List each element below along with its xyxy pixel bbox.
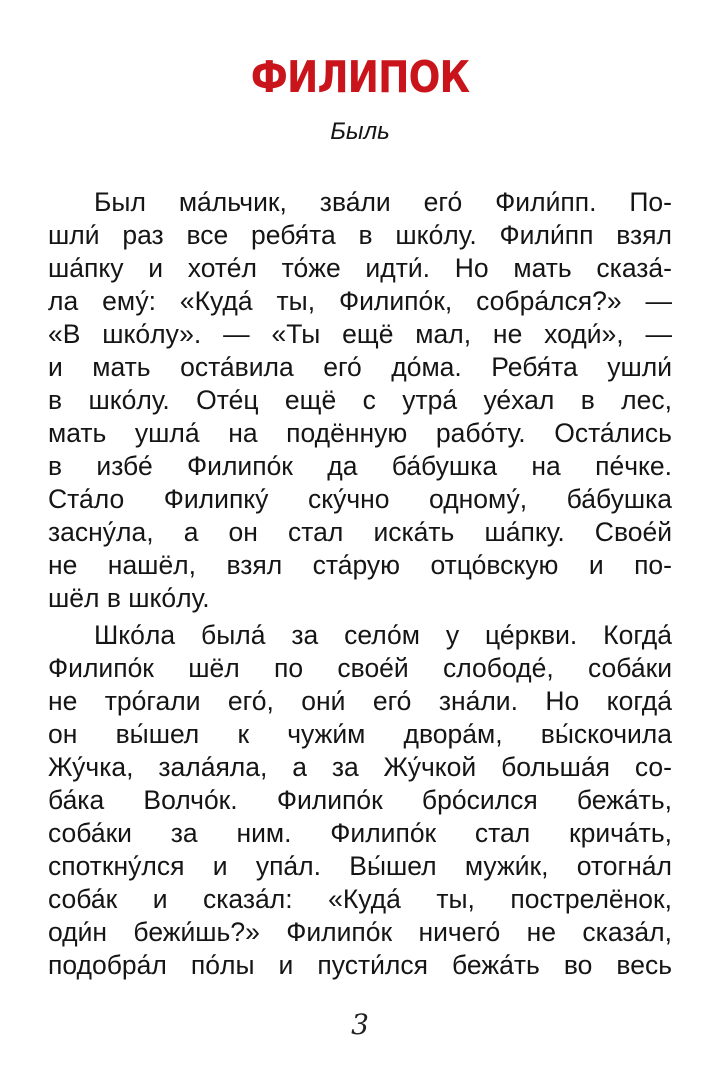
text-line: Шко́ла была́ за село́м у це́ркви. Когда́: [94, 620, 672, 650]
text-line: соба́к и сказа́л: «Куда́ ты, пострелёнок,: [48, 884, 672, 914]
text-line: он вы́шел к чужи́м двора́м, вы́скочила: [48, 719, 672, 749]
text-line: споткну́лся и упа́л. Вы́шел мужи́к, отогна́л: [48, 851, 672, 881]
text-line: Жу́чка, зала́яла, а за Жу́чкой больша́я со-: [48, 752, 672, 782]
text-line: в избе́ Филипо́к да ба́бушка на пе́чке.: [48, 451, 672, 481]
text-line: «В шко́лу». — «Ты ещё мал, не ходи́», —: [48, 319, 672, 349]
paragraph-1: [48, 186, 672, 615]
text-line: ба́ка Волчо́к. Филипо́к бро́сился бежа́ть,: [48, 785, 672, 815]
paragraph-2: [48, 619, 672, 982]
text-line: шли́ раз все ребя́та в шко́лу. Фили́пп взял: [48, 220, 672, 250]
text-line: не нашёл, взял ста́рую отцо́вскую и по-: [48, 550, 672, 580]
text-line: подобра́л по́лы и пусти́лся бежа́ть во весь: [48, 950, 672, 980]
text-line: и мать оста́вила его́ до́ма. Ребя́та ушли́: [48, 352, 672, 382]
page-number: 3: [351, 1008, 369, 1041]
text-line: мать ушла́ на подённую рабо́ту. Оста́лись: [48, 418, 672, 448]
text-line: оди́н бежи́шь?» Филипо́к ничего́ не сказа́л,: [48, 917, 672, 947]
text-line: в шко́лу. Оте́ц ещё с утра́ уе́хал в лес,: [48, 385, 672, 415]
text-line: ша́пку и хоте́л то́же идти́. Но мать сказа́-: [48, 253, 672, 283]
text-line: Был ма́льчик, зва́ли его́ Фили́пп. По-: [94, 187, 672, 217]
text-line: ла ему́: «Куда́ ты, Филипо́к, собра́лся?» —: [48, 286, 672, 316]
story-title: ФИЛИПОК: [250, 52, 470, 103]
text-line: Ста́ло Филипку́ ску́чно одному́, ба́бушка: [48, 484, 672, 514]
text-line: Филипо́к шёл по свое́й слободе́, соба́ки: [48, 653, 672, 683]
text-line: не тро́гали его́, они́ его́ зна́ли. Но когда́: [48, 686, 672, 716]
story-subtitle: Быль: [330, 118, 390, 145]
text-line: соба́ки за ним. Филипо́к стал крича́ть,: [48, 818, 672, 848]
text-line: шёл в шко́лу.: [48, 583, 210, 613]
story-text: [48, 186, 672, 982]
text-line: засну́ла, а он стал иска́ть ша́пку. Свое́й: [48, 517, 672, 547]
